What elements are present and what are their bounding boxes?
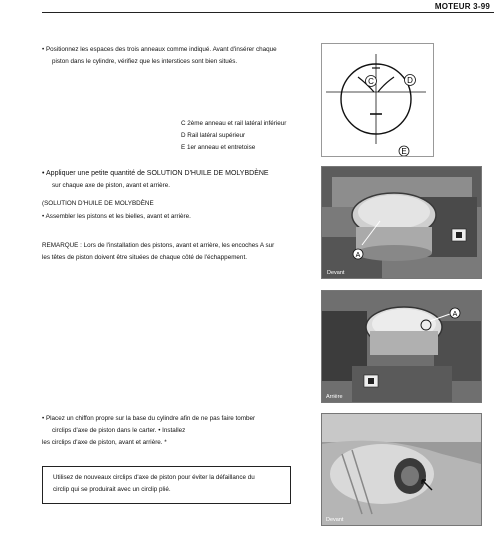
ring-legend-e: E 1er anneau et entretoise [181,144,256,151]
front-photo-marker: A [355,252,361,259]
step1-line2: piston dans le cylindre, vérifiez que les interstices sont bien situés. [52,58,238,65]
step4-line2: circlips d'axe de piston dans le carter. • Installez [52,427,186,434]
solution-title: (SOLUTION D'HUILE DE MOLYBDÈNE [42,200,154,207]
front-photo-caption: Devant [327,270,345,276]
rear-photo-marker: A [452,311,458,318]
note-line2: circlip qui se produirait avec un circlip plié. [53,486,171,493]
circlip-photo-caption: Devant [326,517,344,523]
step4-line3: les circlips d'axe de piston, avant et arrière. * [42,439,167,446]
diagram-label-d: D [407,76,413,85]
ring-legend-c: C 2ème anneau et rail latéral inférieur [181,120,287,127]
diagram-label-c: C [368,77,374,86]
remark-line2: les têtes de piston doivent être situées de chaque côté de l'échappement. [42,254,247,261]
remark-line1: REMARQUE : Lors de l'installation des pistons, avant et arrière, les encoches A sur [42,242,275,249]
diagram-label-e: E [401,147,407,156]
circlip-install-photo [321,413,482,526]
step2-line1: • Appliquer une petite quantité de SOLUTION D'HUILE DE MOLYBDÈNE [42,170,269,177]
warning-note-box [42,466,291,504]
rear-piston-photo [321,290,482,403]
front-piston-photo [321,166,482,279]
step3-text: • Assembler les pistons et les bielles, avant et arrière. [42,213,191,220]
step1-line1: • Positionnez les espaces des trois anneaux comme indiqué. Avant d'insérer chaque [42,46,277,53]
step4-line1: • Placez un chiffon propre sur la base du cylindre afin de ne pas faire tomber [42,415,256,422]
ring-legend-d: D Rail latéral supérieur [181,132,246,139]
rear-photo-caption: Arrière [326,394,343,400]
ring-gap-diagram [321,43,434,157]
note-line1: Utilisez de nouveaux circlips d'axe de piston pour éviter la défaillance du [53,474,255,481]
header-rule [42,12,494,13]
page-header-title: MOTEUR 3-99 [434,2,490,11]
step2-line2: sur chaque axe de piston, avant et arrière. [52,182,170,189]
